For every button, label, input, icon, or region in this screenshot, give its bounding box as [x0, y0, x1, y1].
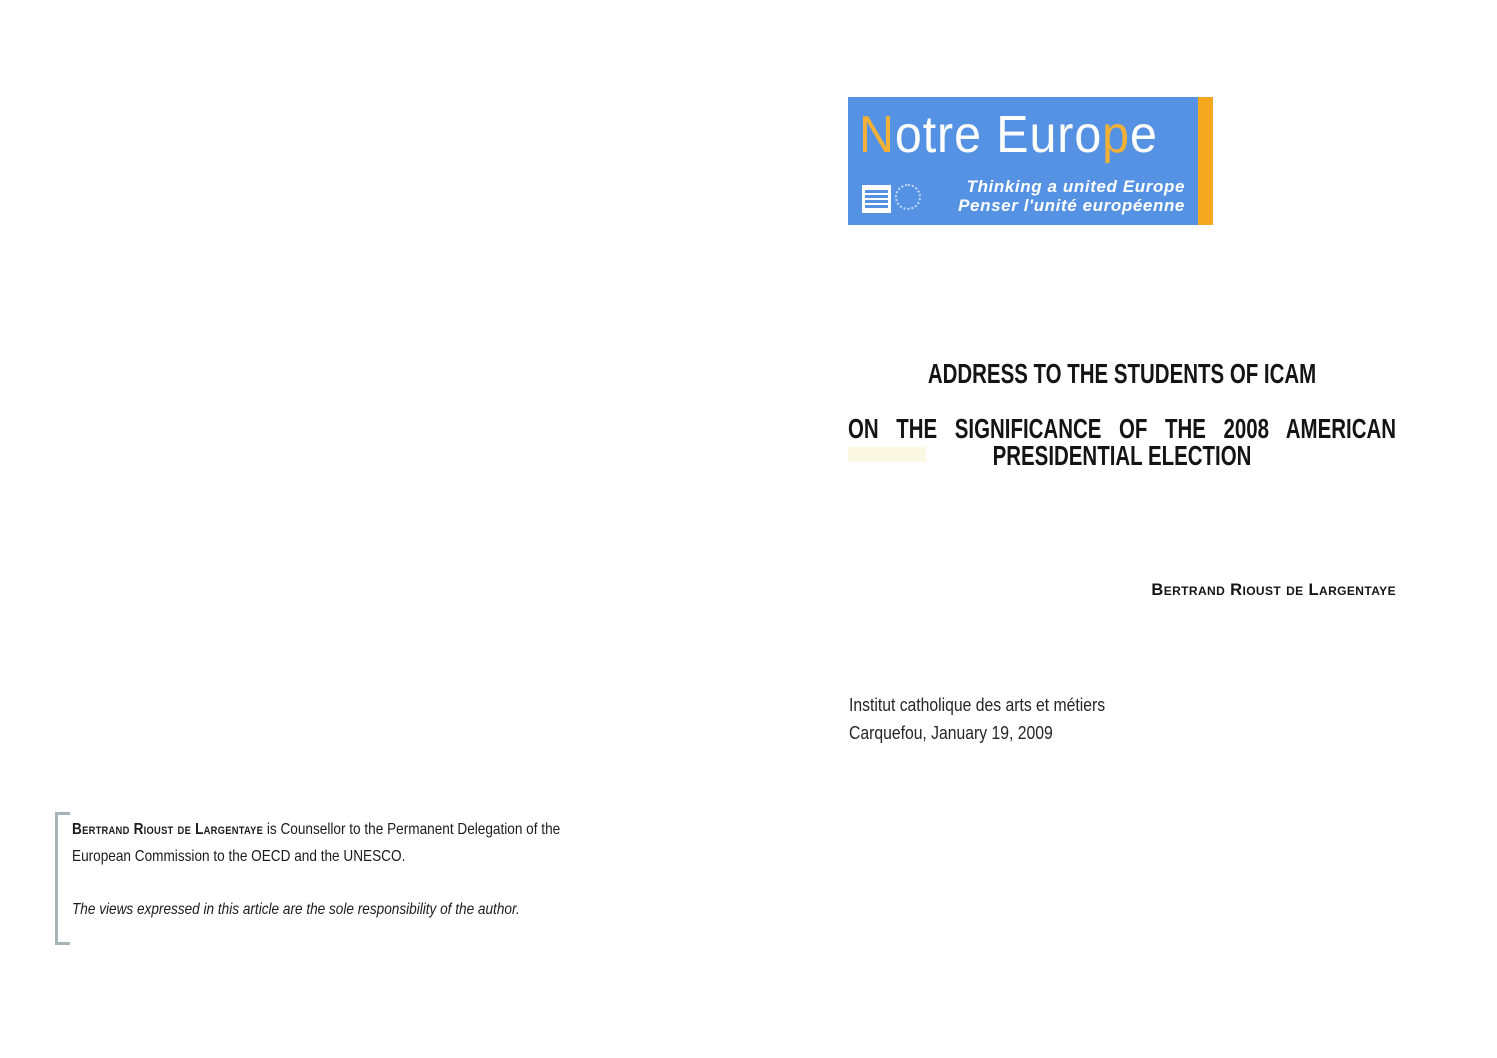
logo-word-end: e	[1129, 106, 1158, 164]
footnote-disclaimer: The views expressed in this article are the sole responsibility of the author.	[72, 901, 520, 918]
footnote-bracket	[55, 812, 70, 945]
author-name: Bertrand Rioust de Largentaye	[1151, 581, 1396, 599]
logo-letter-p: p	[1102, 106, 1130, 164]
footnote-author-name: Bertrand Rioust de Largentaye	[72, 821, 264, 838]
logo-letter-n: N	[859, 106, 895, 164]
main-title: ADDRESS TO THE STUDENTS OF ICAM	[927, 358, 1317, 389]
notre-europe-logo	[848, 97, 1213, 225]
footnote-bio-rest: is Counsellor to the Permanent Delegation of the European Commission to the OECD and the UNESCO.	[72, 821, 561, 865]
logo-tagline-en: Thinking a united Europe	[966, 177, 1185, 196]
subtitle	[848, 415, 1396, 469]
footnote	[55, 810, 717, 923]
document-lines-icon	[862, 185, 891, 213]
footnote-bio	[72, 816, 620, 870]
logo-word-mid: otre Euro	[894, 106, 1103, 164]
logo-accent-bar	[1198, 97, 1213, 225]
logo-wordmark	[859, 106, 1158, 164]
subtitle-line-justified: ON THE SIGNIFICANCE OF THE 2008 AMERICAN	[848, 413, 1397, 444]
subtitle-line-centered: PRESIDENTIAL ELECTION	[992, 440, 1252, 471]
logo-tagline-fr: Penser l'unité européenne	[958, 195, 1185, 215]
eu-stars-icon	[895, 184, 921, 210]
logo-taglines	[958, 178, 1185, 215]
footnote-text	[72, 810, 620, 923]
venue-place-date: Carquefou, January 19, 2009	[849, 722, 1053, 743]
venue-institution: Institut catholique des arts et métiers	[849, 694, 1106, 715]
venue-block	[849, 691, 1215, 747]
logo-blue-panel	[848, 97, 1198, 225]
